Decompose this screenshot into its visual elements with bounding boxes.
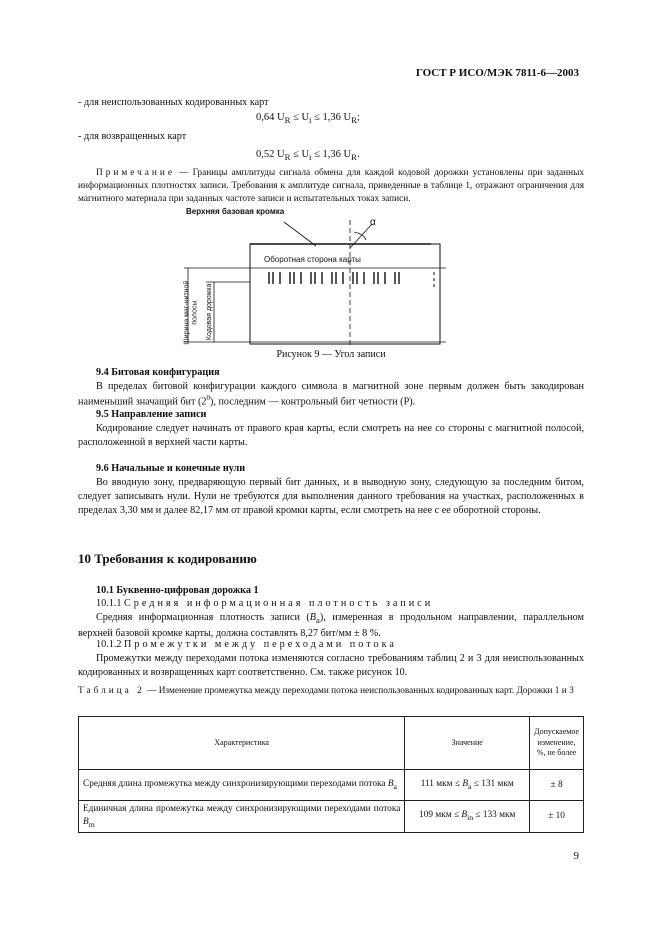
text-part: Средняя длина промежутка между синхронизирующими переходами потока [83,778,388,789]
alpha-label: α [370,217,376,228]
flux-transition-marks [269,272,434,287]
cell-tolerance: ± 10 [530,801,584,833]
formula-part: ≤ U [290,112,310,123]
formula-sub: R [351,152,357,163]
note-text: — Границы амплитуды сигнала обмена для каждой кодовой дорожки установлены при заданных информационных плотностях записи. Требования к амплитуде сигнала, приведенные в таблице 1, отражают ограничения для магнитного материала при заданных частоте записи и испытательных токах записи. [78,168,584,205]
top-edge-leader [284,222,316,246]
table-label: Таблица 2 [78,686,145,696]
formula-part: ; [356,112,360,123]
text-part: ), последним — контрольный бит четности (Р). [209,396,416,408]
formula-sub: R [284,115,291,126]
cell-characteristic [79,801,405,833]
note-paragraph [78,167,584,206]
top-edge-label: Верхняя базовая кромка [186,207,285,216]
table-2-caption [78,685,584,698]
stripe-width-label: Ширина маг-нитной полосы [183,280,198,345]
clause-title: Промежутки между переходами потока [124,639,397,650]
symbol-B: B [461,810,468,821]
back-side-label: Оборотная сторона карты [264,255,361,264]
text-part: ≤ 131 мкм [471,778,514,789]
text-part: Средняя информационная плотность записи ( [96,612,310,623]
section-9-6-text: Во вводную зону, предваряющую первый бит данных, и в выводную зону, следующую за последним битом, следует записывать нули. Нули не требуются для выполнения данного требования на участках, расположенных в пределах 3,30 мм и далее 82,17 мм от правой кромки карты, если смотреть на нее с ее оборотной стороны. [78,477,584,517]
section-9-4-text [78,380,584,410]
formula-sub: R [284,152,291,163]
cell-value [405,801,530,833]
text-part: ), измеренная в продольном направлении, параллельном верхней базовой кромке карты, должна составлять 8,27 бит/мм ± 8 %. [78,612,584,639]
formula-part: 0,64 U [256,112,285,123]
formula-part: 0,52 U [256,149,285,160]
text-part: В пределах битовой конфигурации каждого символа в магнитной зоне первым должен быть закодирован наименьший значащий бит (2 [78,381,584,408]
section-9-5-text: Кодирование следует начинать от правого края карты, если смотреть на нее со стороны с магнитной полосой, расположенной в верхней части карты. [78,423,584,449]
symbol-sub: in [467,813,474,823]
header-characteristic: Характеристика [79,717,405,770]
angle-arc [354,232,366,240]
section-10-1-2-heading [78,638,584,652]
formula-part: ≤ U [290,149,310,160]
table-caption-text: — Изменение промежутка между переходами потока неиспользованных кодированных карт. Дорожки 1 и 3 [144,686,574,696]
symbol-B: B [309,612,317,623]
table-2 [78,716,584,833]
table-row [79,770,584,801]
text-part: Единичная длина промежутка между синхронизирующими переходами потока [83,804,401,814]
header-tolerance: Допускаемое изменение, %, не более [530,717,584,770]
formula-sub: i [309,152,312,163]
clause-number: 10.1.1 [96,598,125,609]
formula-part: . [356,149,360,160]
formula-sub: i [309,115,312,126]
section-10-title [78,550,257,568]
formula-sub: R [351,115,357,126]
symbol-B: B [83,816,89,827]
text-part: 111 мкм ≤ [420,778,463,789]
formula-part: ≤ 1,36 U [311,149,352,160]
section-10-1-title: 10.1 Буквенно-цифровая дорожка 1 [96,585,259,596]
unused-cards-label: - для неиспользованных кодированных карт [78,97,269,108]
note-label: Примечание [96,168,175,178]
code-track-label: Кодовая дорожка [206,283,214,341]
section-10-1-1-heading [78,597,584,611]
tolerance-table [78,716,584,833]
symbol-B: B [462,778,468,789]
superscript: 0 [206,394,210,403]
cell-value [405,770,530,801]
formula-part: ≤ 1,36 U [311,112,352,123]
text-part: ≤ 133 мкм [473,810,516,821]
section-10-1-1-text [78,611,584,641]
section-9-4-title: 9.4 Битовая конфигурация [96,367,220,378]
document-header: ГОСТ Р ИСО/МЭК 7811-6—2003 [415,67,579,79]
cell-tolerance: ± 8 [530,770,584,801]
section-10-1-2-text: Промежутки между переходами потока изменяются согласно требованиям таблиц 2 и 3 для неиспользованных кодированных и возвращенных карт соответственно. См. также рисунок 10. [78,653,584,679]
header-value: Значение [405,717,530,770]
text-part: 109 мкм ≤ [419,810,462,821]
cell-characteristic [79,770,405,801]
formula-unused [256,111,360,126]
page-number: 9 [573,850,579,862]
symbol-B: B [387,778,394,789]
returned-cards-label: - для возвращенных карт [78,131,187,142]
clause-title: Средняя информационная плотность записи [124,598,434,609]
section-10-heading: 10 Требования к кодированию [78,551,257,566]
symbol-sub: a [316,615,320,626]
formula-returned [256,148,360,163]
recording-angle-diagram [176,210,456,348]
section-9-6-title: 9.6 Начальные и конечные нули [96,463,246,474]
clause-number: 10.1.2 [96,639,125,650]
symbol-sub: a [393,781,397,791]
symbol-sub: m [88,819,95,829]
figure-caption: Рисунок 9 — Угол записи [276,349,386,360]
symbol-sub: a [468,781,472,791]
figure-9 [176,207,456,348]
table-header-row [79,717,584,770]
table-row [79,801,584,833]
section-9-5-title: 9.5 Направление записи [96,409,207,420]
